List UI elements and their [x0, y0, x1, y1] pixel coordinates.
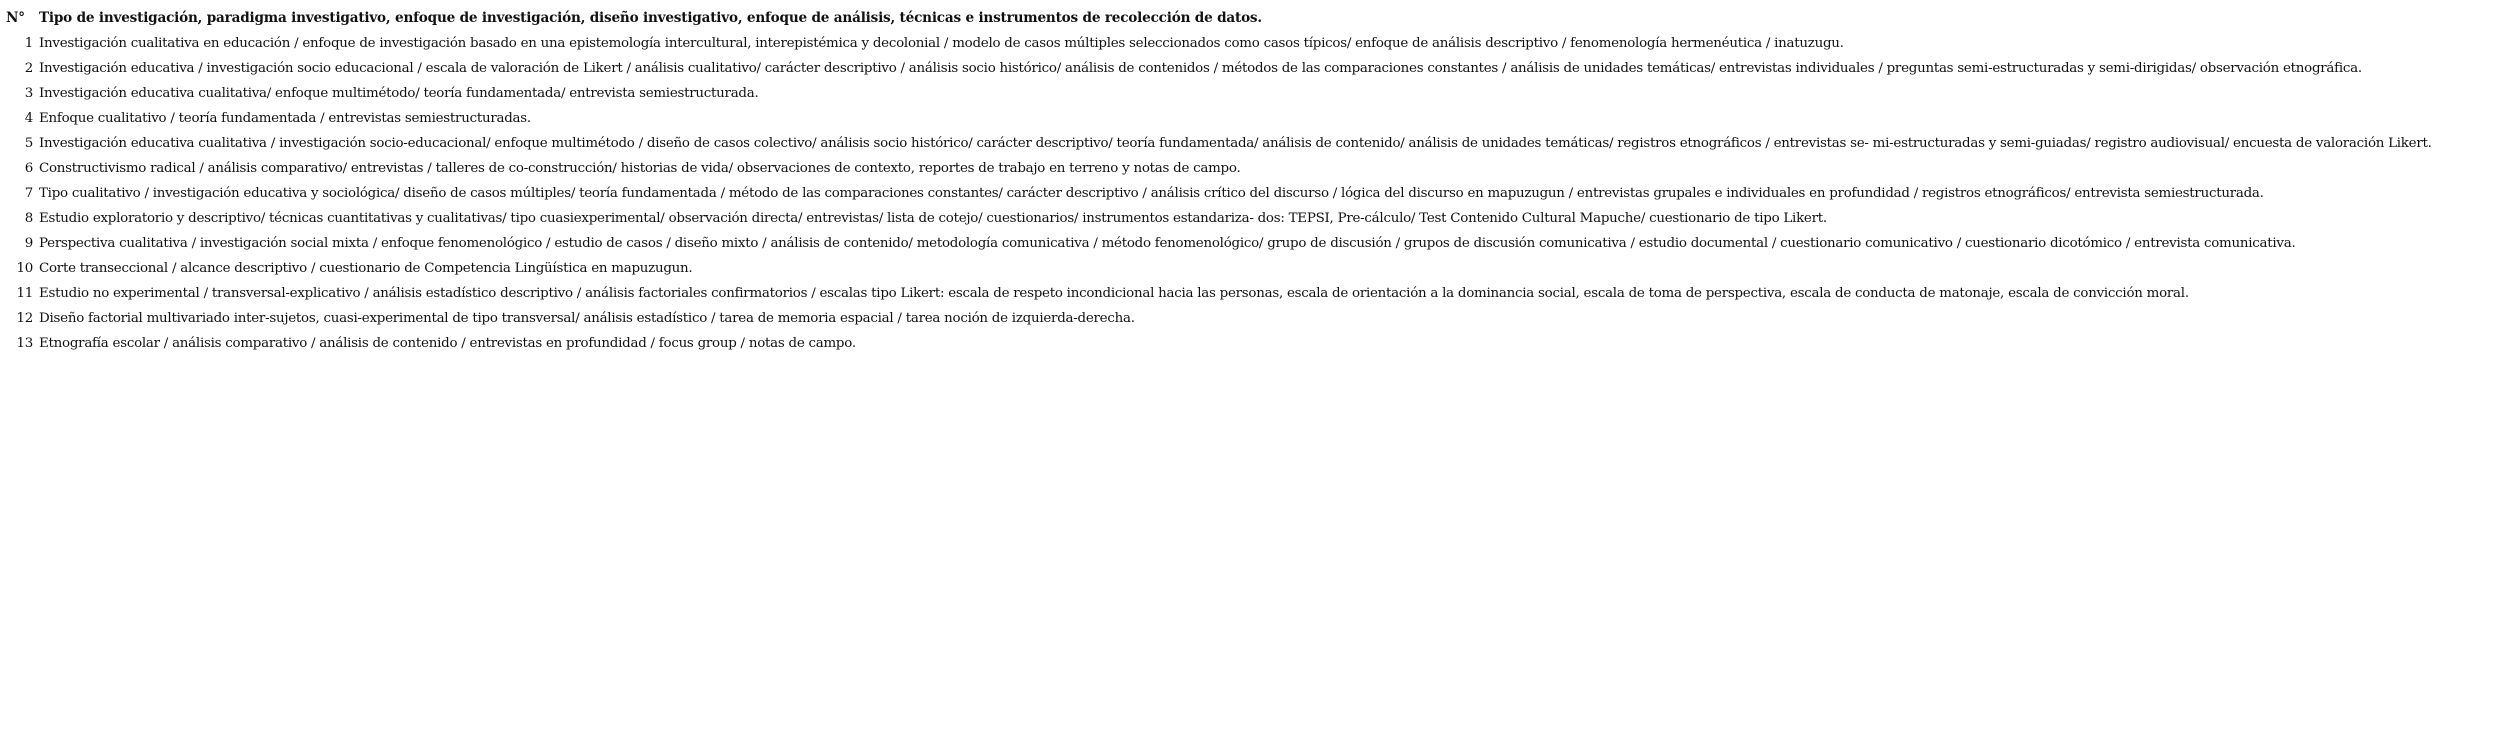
row-description: Etnografía escolar / análisis comparativo / análisis de contenido / entrevistas en profundidad / focus group / notas de campo. [39, 336, 856, 351]
row-description: Investigación cualitativa en educación / enfoque de investigación basado en una epistemología intercultural, interepistémica y decolonial / modelo de casos múltiples seleccionados como casos típicos/ enfoque de análisis descriptivo / fenomenología hermenéutica / inatuzugu. [39, 36, 1844, 51]
row-number: 2 [24, 61, 33, 76]
table-row [6, 81, 2432, 106]
row-number: 13 [16, 336, 33, 351]
row-number: 5 [24, 136, 33, 151]
row-description: Investigación educativa / investigación socio educacional / escala de valoración de Likert / análisis cualitativo/ carácter descriptivo / análisis socio histórico/ análisis de contenidos / métodos de las comparaciones constantes / análisis de unidades temáticas/ entrevistas individuales / preguntas semi-estructuradas y semi-dirigidas/ observación etnográfica. [39, 61, 2362, 76]
table-row [6, 56, 2432, 81]
table-row [6, 31, 2432, 56]
table-row [6, 231, 2432, 256]
row-description: Enfoque cualitativo / teoría fundamentada / entrevistas semiestructuradas. [39, 111, 531, 126]
document-page [0, 0, 2520, 356]
row-number: 3 [24, 86, 33, 101]
table-row [6, 256, 2432, 281]
row-description: Corte transeccional / alcance descriptivo / cuestionario de Competencia Lingüística en mapuzugun. [39, 261, 693, 276]
table-row [6, 181, 2432, 206]
row-number: 10 [16, 261, 33, 276]
table-row [6, 306, 2432, 331]
table-row [6, 206, 2432, 231]
row-description: Perspectiva cualitativa / investigación social mixta / enfoque fenomenológico / estudio de casos / diseño mixto / análisis de contenido/ metodología comunicativa / método fenomenológico/ grupo de discusión / grupos de discusión comunicativa / estudio documental / cuestionario comunicativo / cuestionario dicotómico / entrevista comunicativa. [39, 236, 2296, 251]
row-description: Diseño factorial multivariado inter-sujetos, cuasi-experimental de tipo transversal/ análisis estadístico / tarea de memoria espacial / tarea noción de izquierda-derecha. [39, 311, 1135, 326]
row-number: 11 [16, 286, 33, 301]
row-number: 9 [24, 236, 33, 251]
row-number: 1 [24, 36, 33, 51]
table-row [6, 331, 2432, 356]
row-description: Tipo cualitativo / investigación educativa y sociológica/ diseño de casos múltiples/ teoría fundamentada / método de las comparaciones constantes/ carácter descriptivo / análisis crítico del discurso / lógica del discurso en mapuzugun / entrevistas grupales e individuales en profundidad / registros etnográficos/ entrevista semiestructurada. [39, 186, 2264, 201]
header-number: N° [6, 10, 25, 26]
row-description: Investigación educativa cualitativa / investigación socio-educacional/ enfoque multimétodo / diseño de casos colectivo/ análisis socio histórico/ carácter descriptivo/ teoría fundamentada/ análisis de contenido/ análisis de unidades temáticas/ registros etnográficos / entrevistas se- mi-estructuradas y semi-guiadas/ registro audiovisual/ encuesta de valoración Likert. [39, 136, 2432, 151]
row-number: 6 [24, 161, 33, 176]
table-row [6, 156, 2432, 181]
table-body [6, 31, 2432, 356]
table-row [6, 281, 2432, 306]
row-description: Constructivismo radical / análisis comparativo/ entrevistas / talleres de co-construcción/ historias de vida/ observaciones de contexto, reportes de trabajo en terreno y notas de campo. [39, 161, 1241, 176]
row-number: 12 [16, 311, 33, 326]
row-description: Investigación educativa cualitativa/ enfoque multimétodo/ teoría fundamentada/ entrevista semiestructurada. [39, 86, 759, 101]
table-header-row [6, 6, 2432, 31]
row-description: Estudio no experimental / transversal-explicativo / análisis estadístico descriptivo / análisis factoriales confirmatorios / escalas tipo Likert: escala de respeto incondicional hacia las personas, escala de orientación a la dominancia social, escala de toma de perspectiva, escala de conducta de matonaje, escala de convicción moral. [39, 286, 2189, 301]
row-number: 7 [24, 186, 33, 201]
row-description: Estudio exploratorio y descriptivo/ técnicas cuantitativas y cualitativas/ tipo cuasiexperimental/ observación directa/ entrevistas/ lista de cotejo/ cuestionarios/ instrumentos estandariza- dos: TEPSI, Pre-cálculo/ Test Contenido Cultural Mapuche/ cuestionario de tipo Likert. [39, 211, 1827, 226]
header-description: Tipo de investigación, paradigma investigativo, enfoque de investigación, diseño investigativo, enfoque de análisis, técnicas e instrumentos de recolección de datos. [39, 10, 1262, 26]
table-row [6, 106, 2432, 131]
methods-table [6, 6, 2432, 356]
row-number: 4 [24, 111, 33, 126]
table-row [6, 131, 2432, 156]
row-number: 8 [24, 211, 33, 226]
